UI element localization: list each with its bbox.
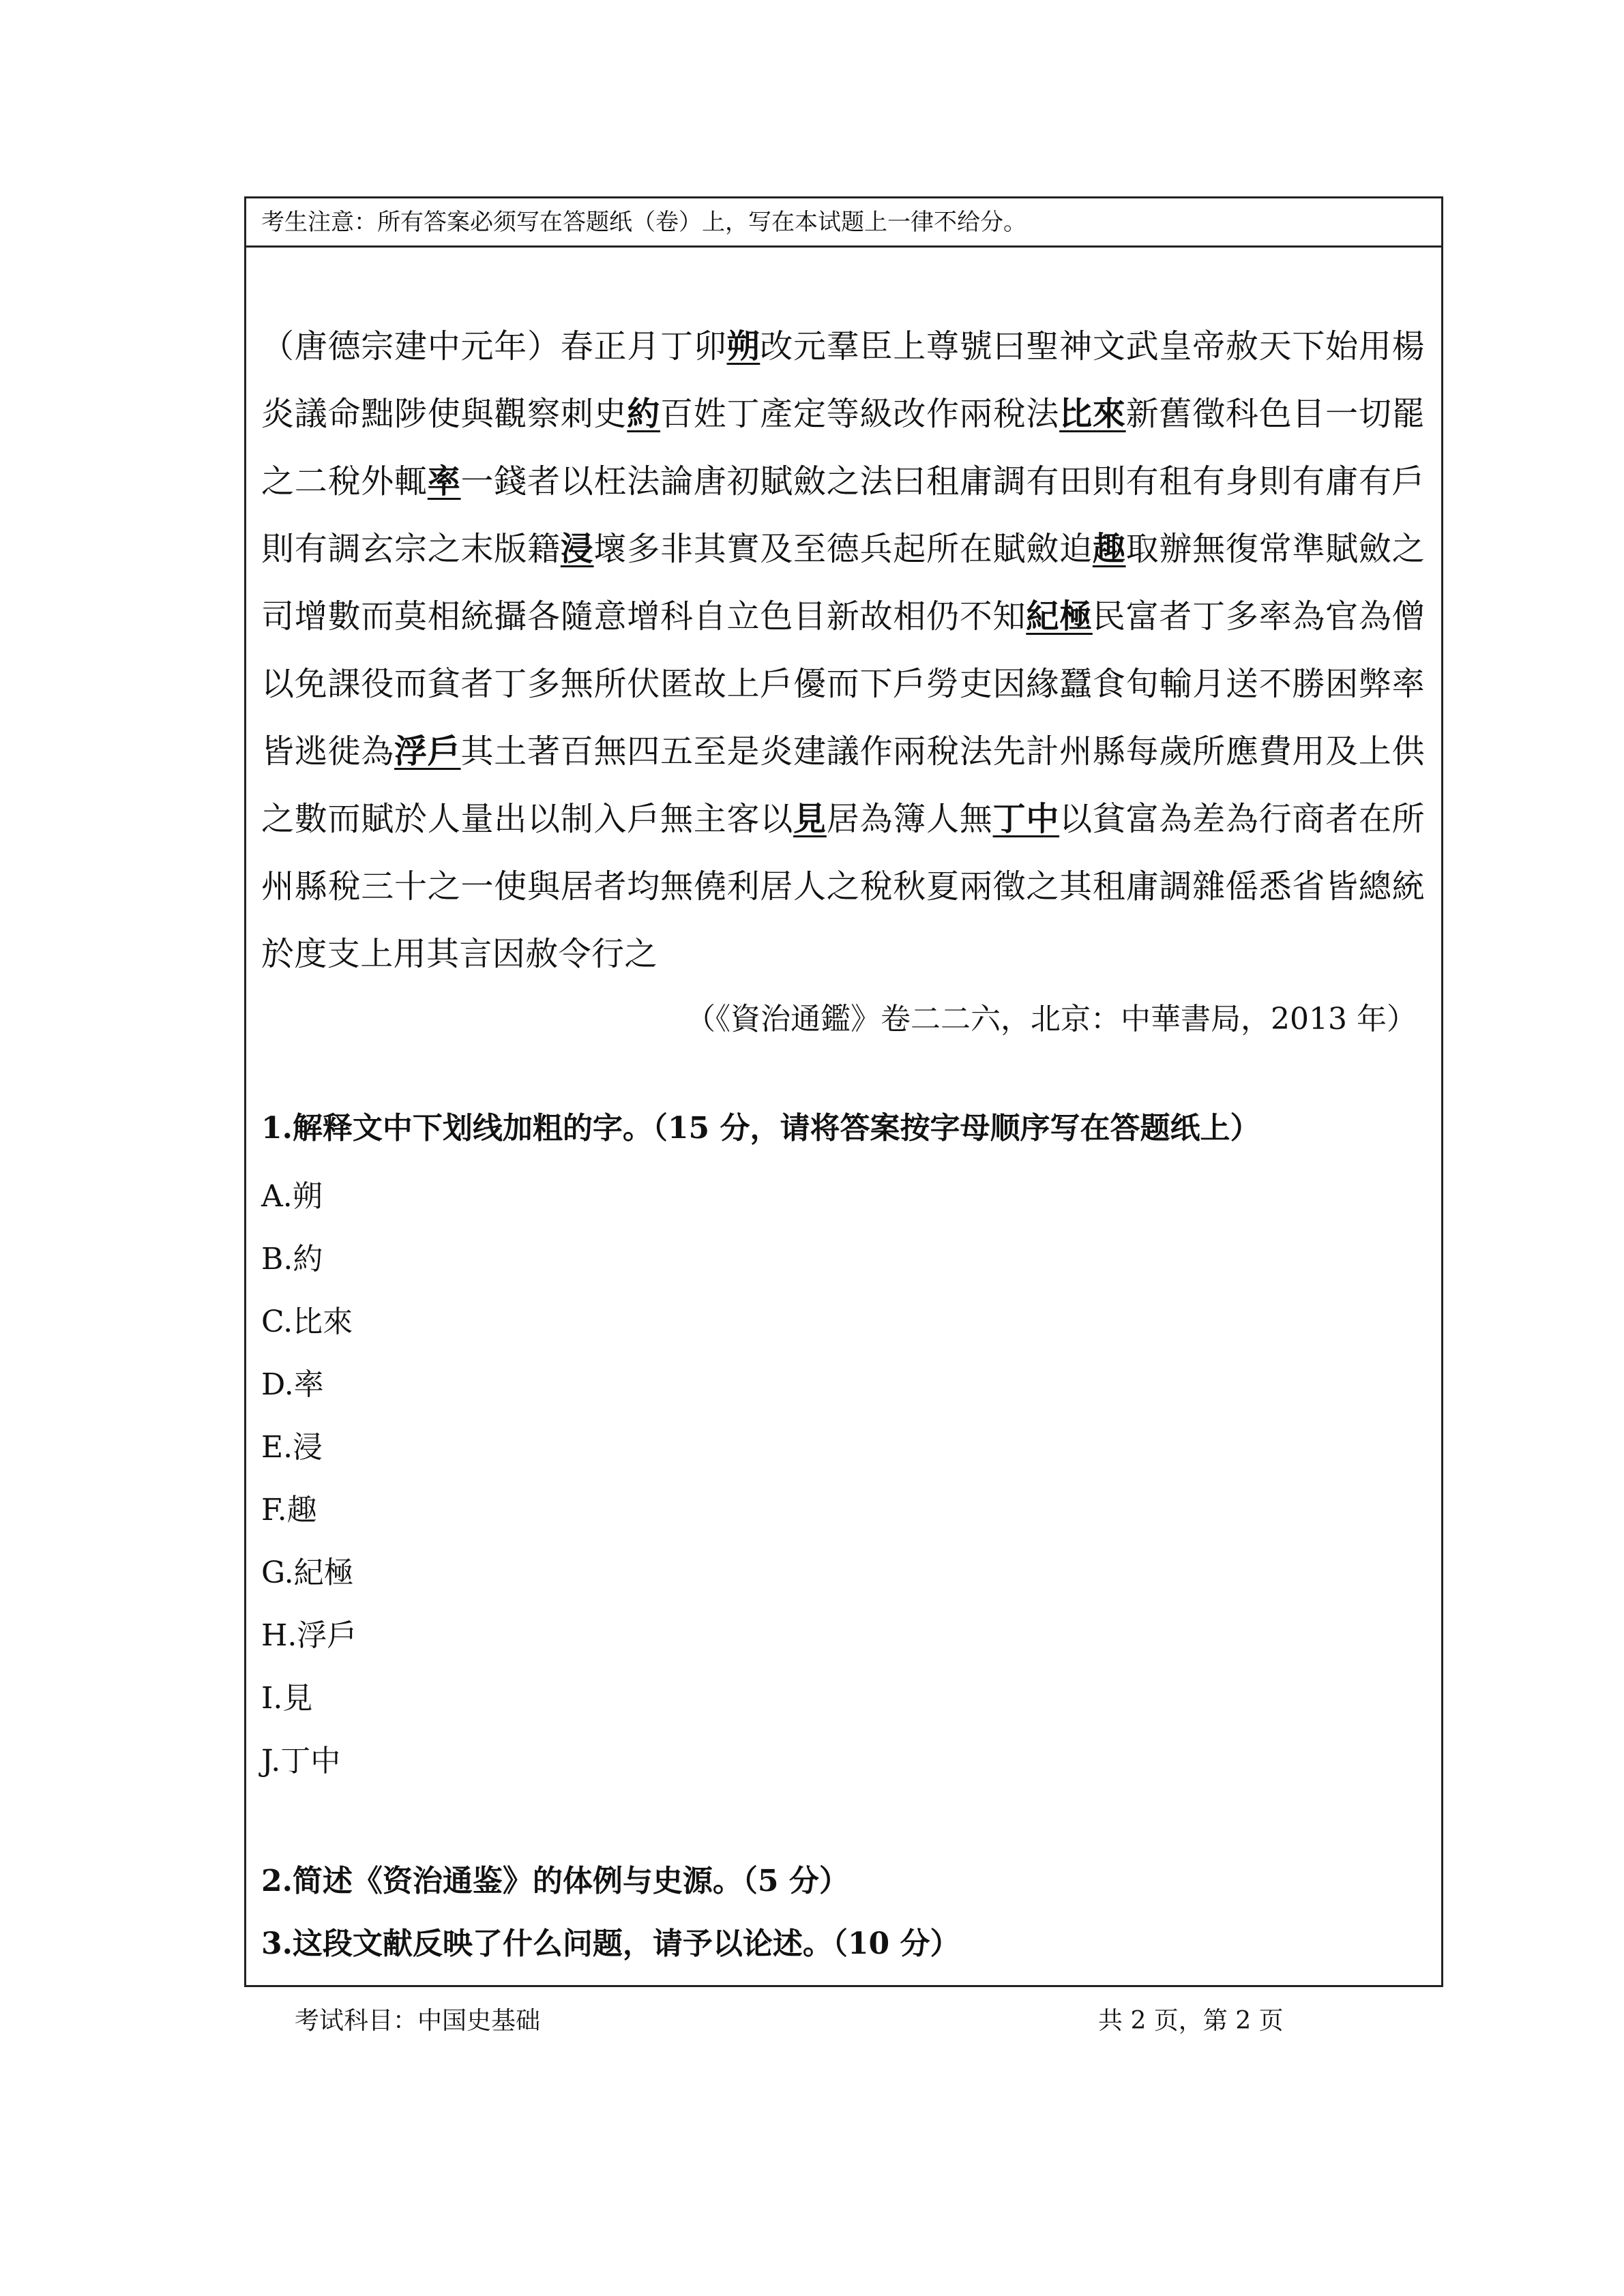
annotated-term: 比來 bbox=[1059, 395, 1126, 433]
passage-text: 居為簿人無 bbox=[826, 800, 993, 838]
passage-text: 百姓丁產定等級改作兩稅法 bbox=[660, 395, 1060, 433]
passage-text: 一錢者以枉法論唐初賦斂之法曰租庸調有田則有租有身則有庸有戶則有調玄宗之末版籍 bbox=[261, 462, 1425, 568]
option-j: J.丁中 bbox=[261, 1744, 341, 1778]
source-passage bbox=[261, 313, 1425, 988]
option-i: I.見 bbox=[261, 1681, 313, 1716]
source-citation: （《資治通鑑》卷二二六，北京：中華書局，2013 年） bbox=[685, 1002, 1417, 1037]
question-1: 1.解释文中下划线加粗的字。（15 分，请将答案按字母顺序写在答题纸上） bbox=[261, 1111, 1260, 1146]
passage-text: 取辦無復常準賦斂之司增數而莫相統攝各隨意增科自立色目新故相仍不知 bbox=[261, 530, 1425, 636]
option-e: E.浸 bbox=[261, 1430, 323, 1465]
page-count: 共 2 页，第 2 页 bbox=[1098, 2007, 1284, 2035]
passage-text: 以貧富為差為行商者在所州縣稅三十之一使與居者均無僥利居人之稅秋夏兩徵之其租庸調雜傜悉省皆總統於度支上用其言因赦令行之 bbox=[261, 800, 1425, 973]
option-c: C.比來 bbox=[261, 1304, 353, 1339]
option-a: A.朔 bbox=[261, 1179, 323, 1214]
annotated-term: 丁中 bbox=[992, 800, 1060, 838]
passage-text: （唐德宗建中元年）春正月丁卯 bbox=[261, 327, 727, 366]
annotated-term: 見 bbox=[793, 800, 827, 838]
exam-content bbox=[246, 313, 1441, 1966]
annotated-term: 朔 bbox=[726, 327, 761, 366]
passage-text: 民富者丁多率為官為僧以免課役而貧者丁多無所伏匿故上戶優而下戶勞吏因緣蠶食旬輸月送不勝困弊率皆逃徙為 bbox=[261, 597, 1425, 771]
option-h: H.浮戶 bbox=[261, 1618, 357, 1653]
exam-frame bbox=[244, 196, 1443, 1987]
passage-text: 新舊徵科色目一切罷之二稅外輒 bbox=[261, 395, 1426, 501]
passage-text: 改元羣臣上尊號曰聖神文武皇帝赦天下始用楊炎議命黜陟使與觀察刺史 bbox=[261, 327, 1425, 433]
annotated-term: 浮戶 bbox=[394, 732, 461, 771]
question-2: 2.简述《资治通鉴》的体例与史源。（5 分） bbox=[261, 1864, 849, 1898]
question-1-options bbox=[261, 1165, 1425, 1793]
exam-subject: 考试科目：中国史基础 bbox=[295, 2007, 541, 2035]
annotated-term: 率 bbox=[427, 462, 461, 501]
annotated-term: 浸 bbox=[560, 530, 594, 568]
option-g: G.紀極 bbox=[261, 1555, 354, 1590]
annotated-term: 趣 bbox=[1092, 530, 1126, 568]
annotated-term: 約 bbox=[627, 395, 661, 433]
option-d: D.率 bbox=[261, 1367, 324, 1402]
question-3: 3.这段文献反映了什么问题，请予以论述。（10 分） bbox=[261, 1926, 960, 1961]
passage-text: 壞多非其實及至德兵起所在賦斂迫 bbox=[593, 530, 1093, 568]
exam-notice: 考生注意：所有答案必须写在答题纸（卷）上，写在本试题上一律不给分。 bbox=[246, 198, 1441, 248]
option-f: F.趣 bbox=[261, 1493, 317, 1527]
option-b: B.約 bbox=[261, 1242, 323, 1277]
passage-text: 其土著百無四五至是炎建議作兩稅法先計州縣每歲所應費用及上供之數而賦於人量出以制入戶無主客以 bbox=[261, 732, 1425, 838]
annotated-term: 紀極 bbox=[1026, 597, 1093, 636]
